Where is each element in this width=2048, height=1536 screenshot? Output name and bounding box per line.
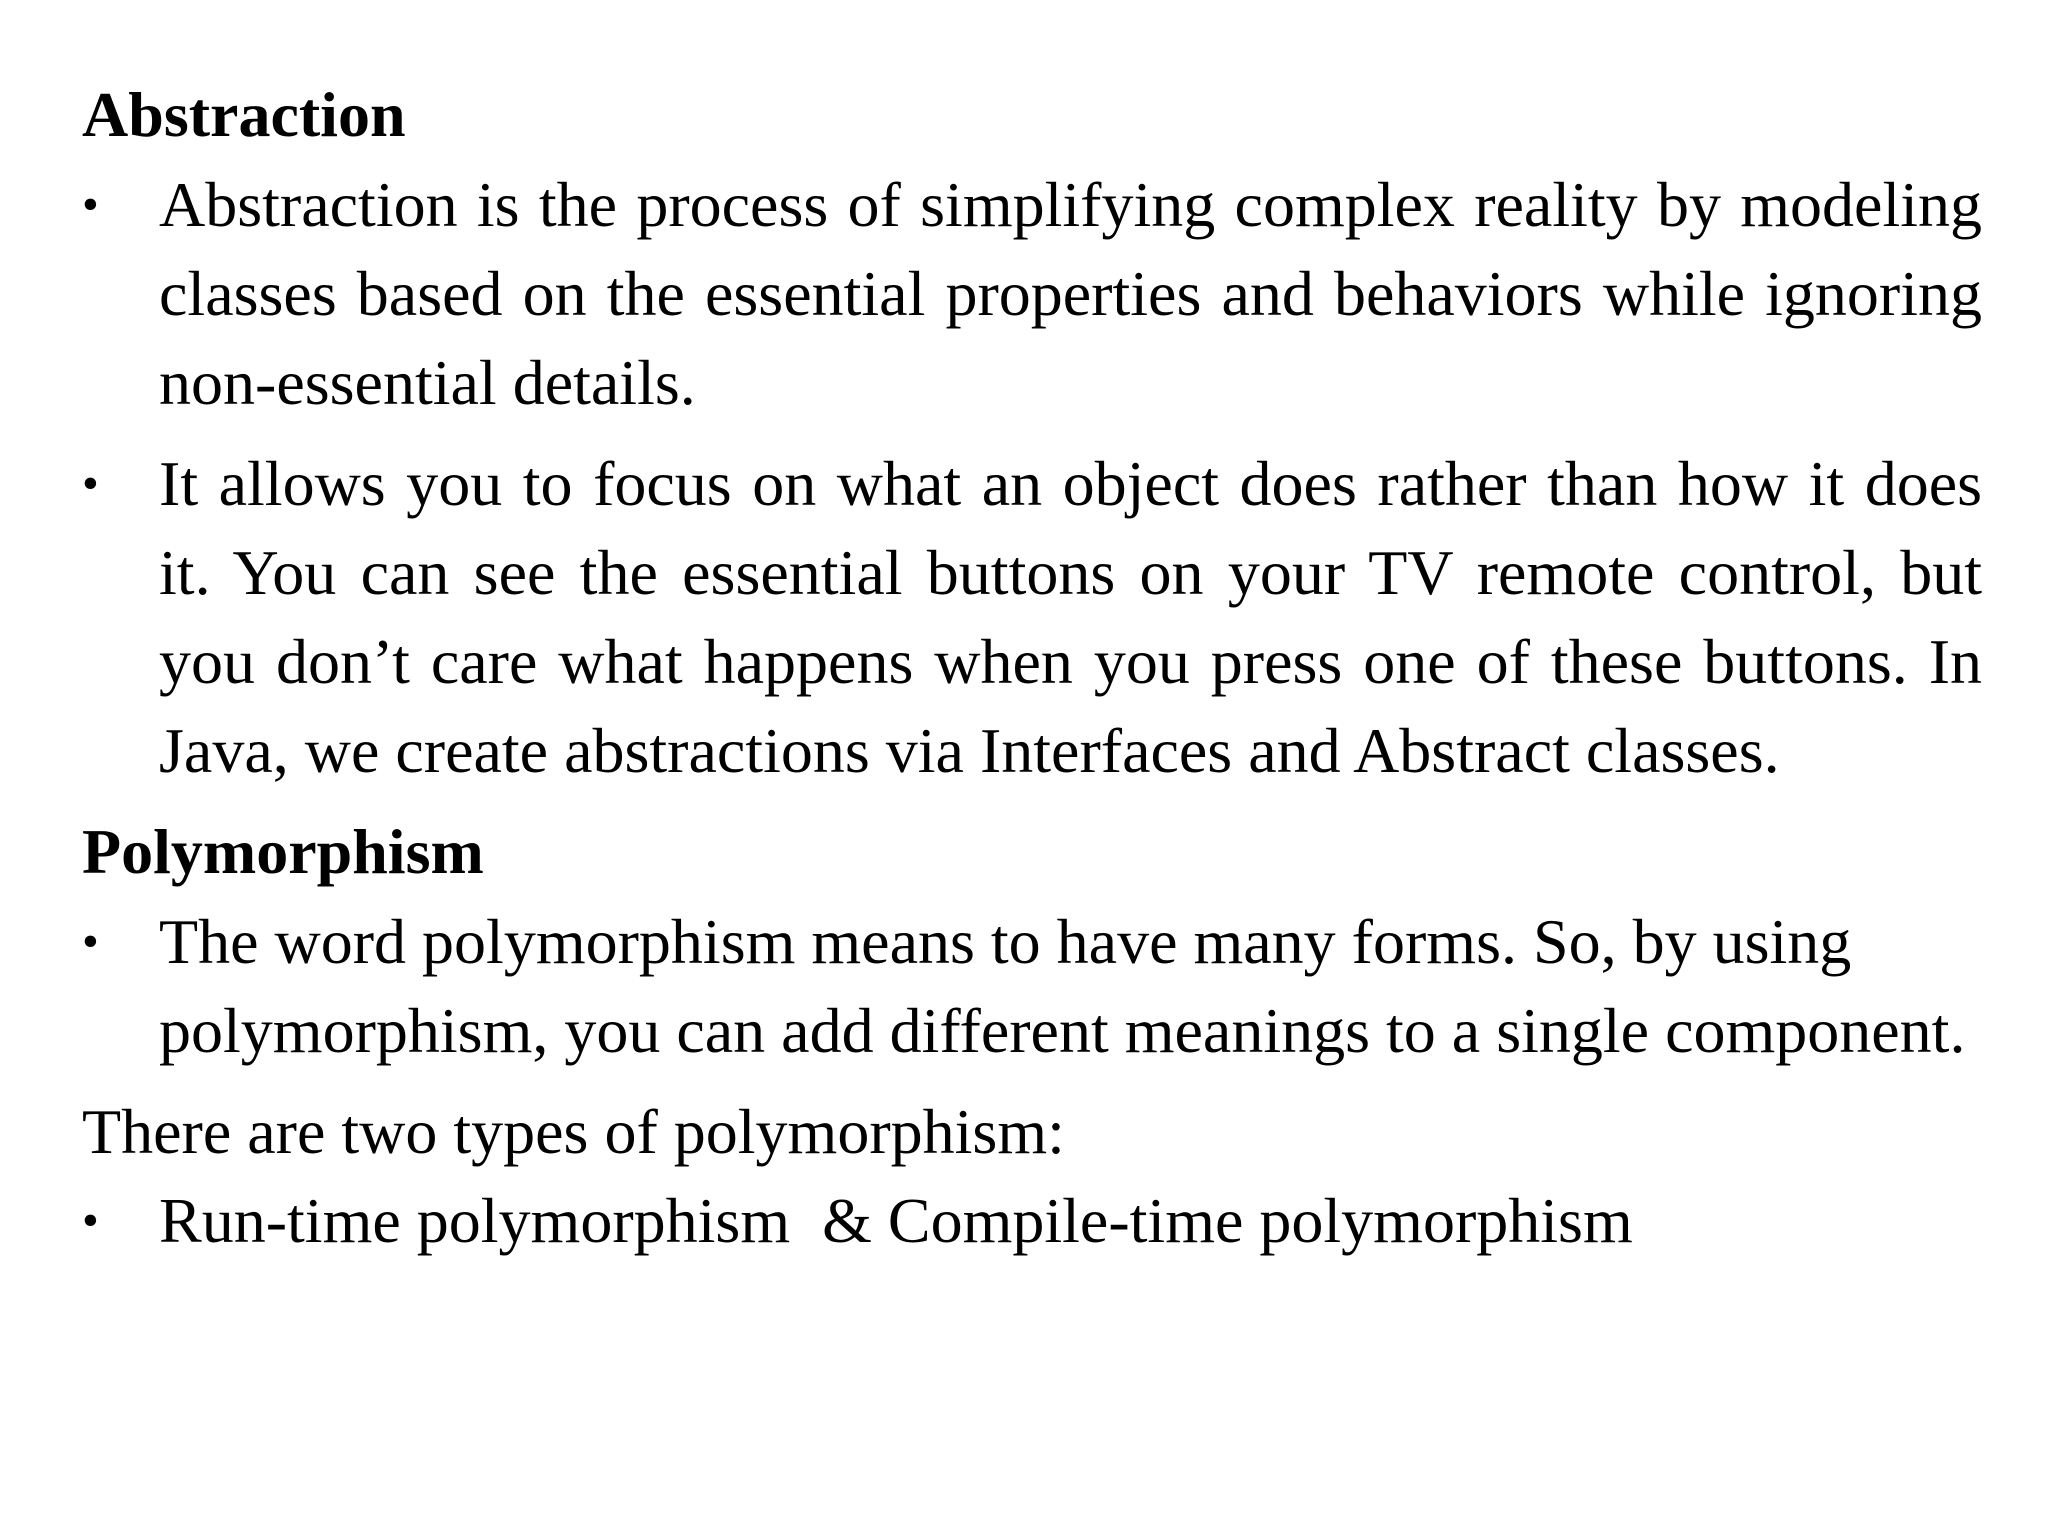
bullet-icon: • xyxy=(82,915,99,968)
list-item xyxy=(82,1176,1982,1265)
abstraction-heading: Abstraction xyxy=(82,79,406,150)
bullet-icon: • xyxy=(82,1194,99,1247)
polymorphism-type-text: Run-time polymorphism & Compile-time polymorphism xyxy=(159,1185,1633,1256)
abstraction-bullet-text: It allows you to focus on what an object does rather than how it does it. You can see the essential buttons on your TV remote control, but you don’t care what happens when you press one of these buttons. In Java, we create abstractions via Interfaces and Abstract classes. xyxy=(159,448,1982,786)
abstraction-bullet-text: Abstraction is the process of simplifying complex reality by modeling classes based on the essential properties and behaviors while ignoring non-essential details. xyxy=(159,169,1982,418)
list-item xyxy=(82,439,1982,795)
polymorphism-bullet-list xyxy=(82,897,1982,1075)
list-item xyxy=(82,897,1982,1075)
list-item xyxy=(82,160,1982,427)
document-page xyxy=(82,70,1982,1277)
polymorphism-bullet-text: The word polymorphism means to have many forms. So, by using polymorphism, you can add different meanings to a single component. xyxy=(159,906,1966,1066)
abstraction-bullet-list xyxy=(82,160,1982,795)
polymorphism-heading: Polymorphism xyxy=(82,816,484,887)
polymorphism-types-list xyxy=(82,1176,1982,1265)
bullet-icon: • xyxy=(82,178,99,231)
bullet-icon: • xyxy=(82,457,99,510)
polymorphism-types-intro: There are two types of polymorphism: xyxy=(82,1096,1065,1167)
